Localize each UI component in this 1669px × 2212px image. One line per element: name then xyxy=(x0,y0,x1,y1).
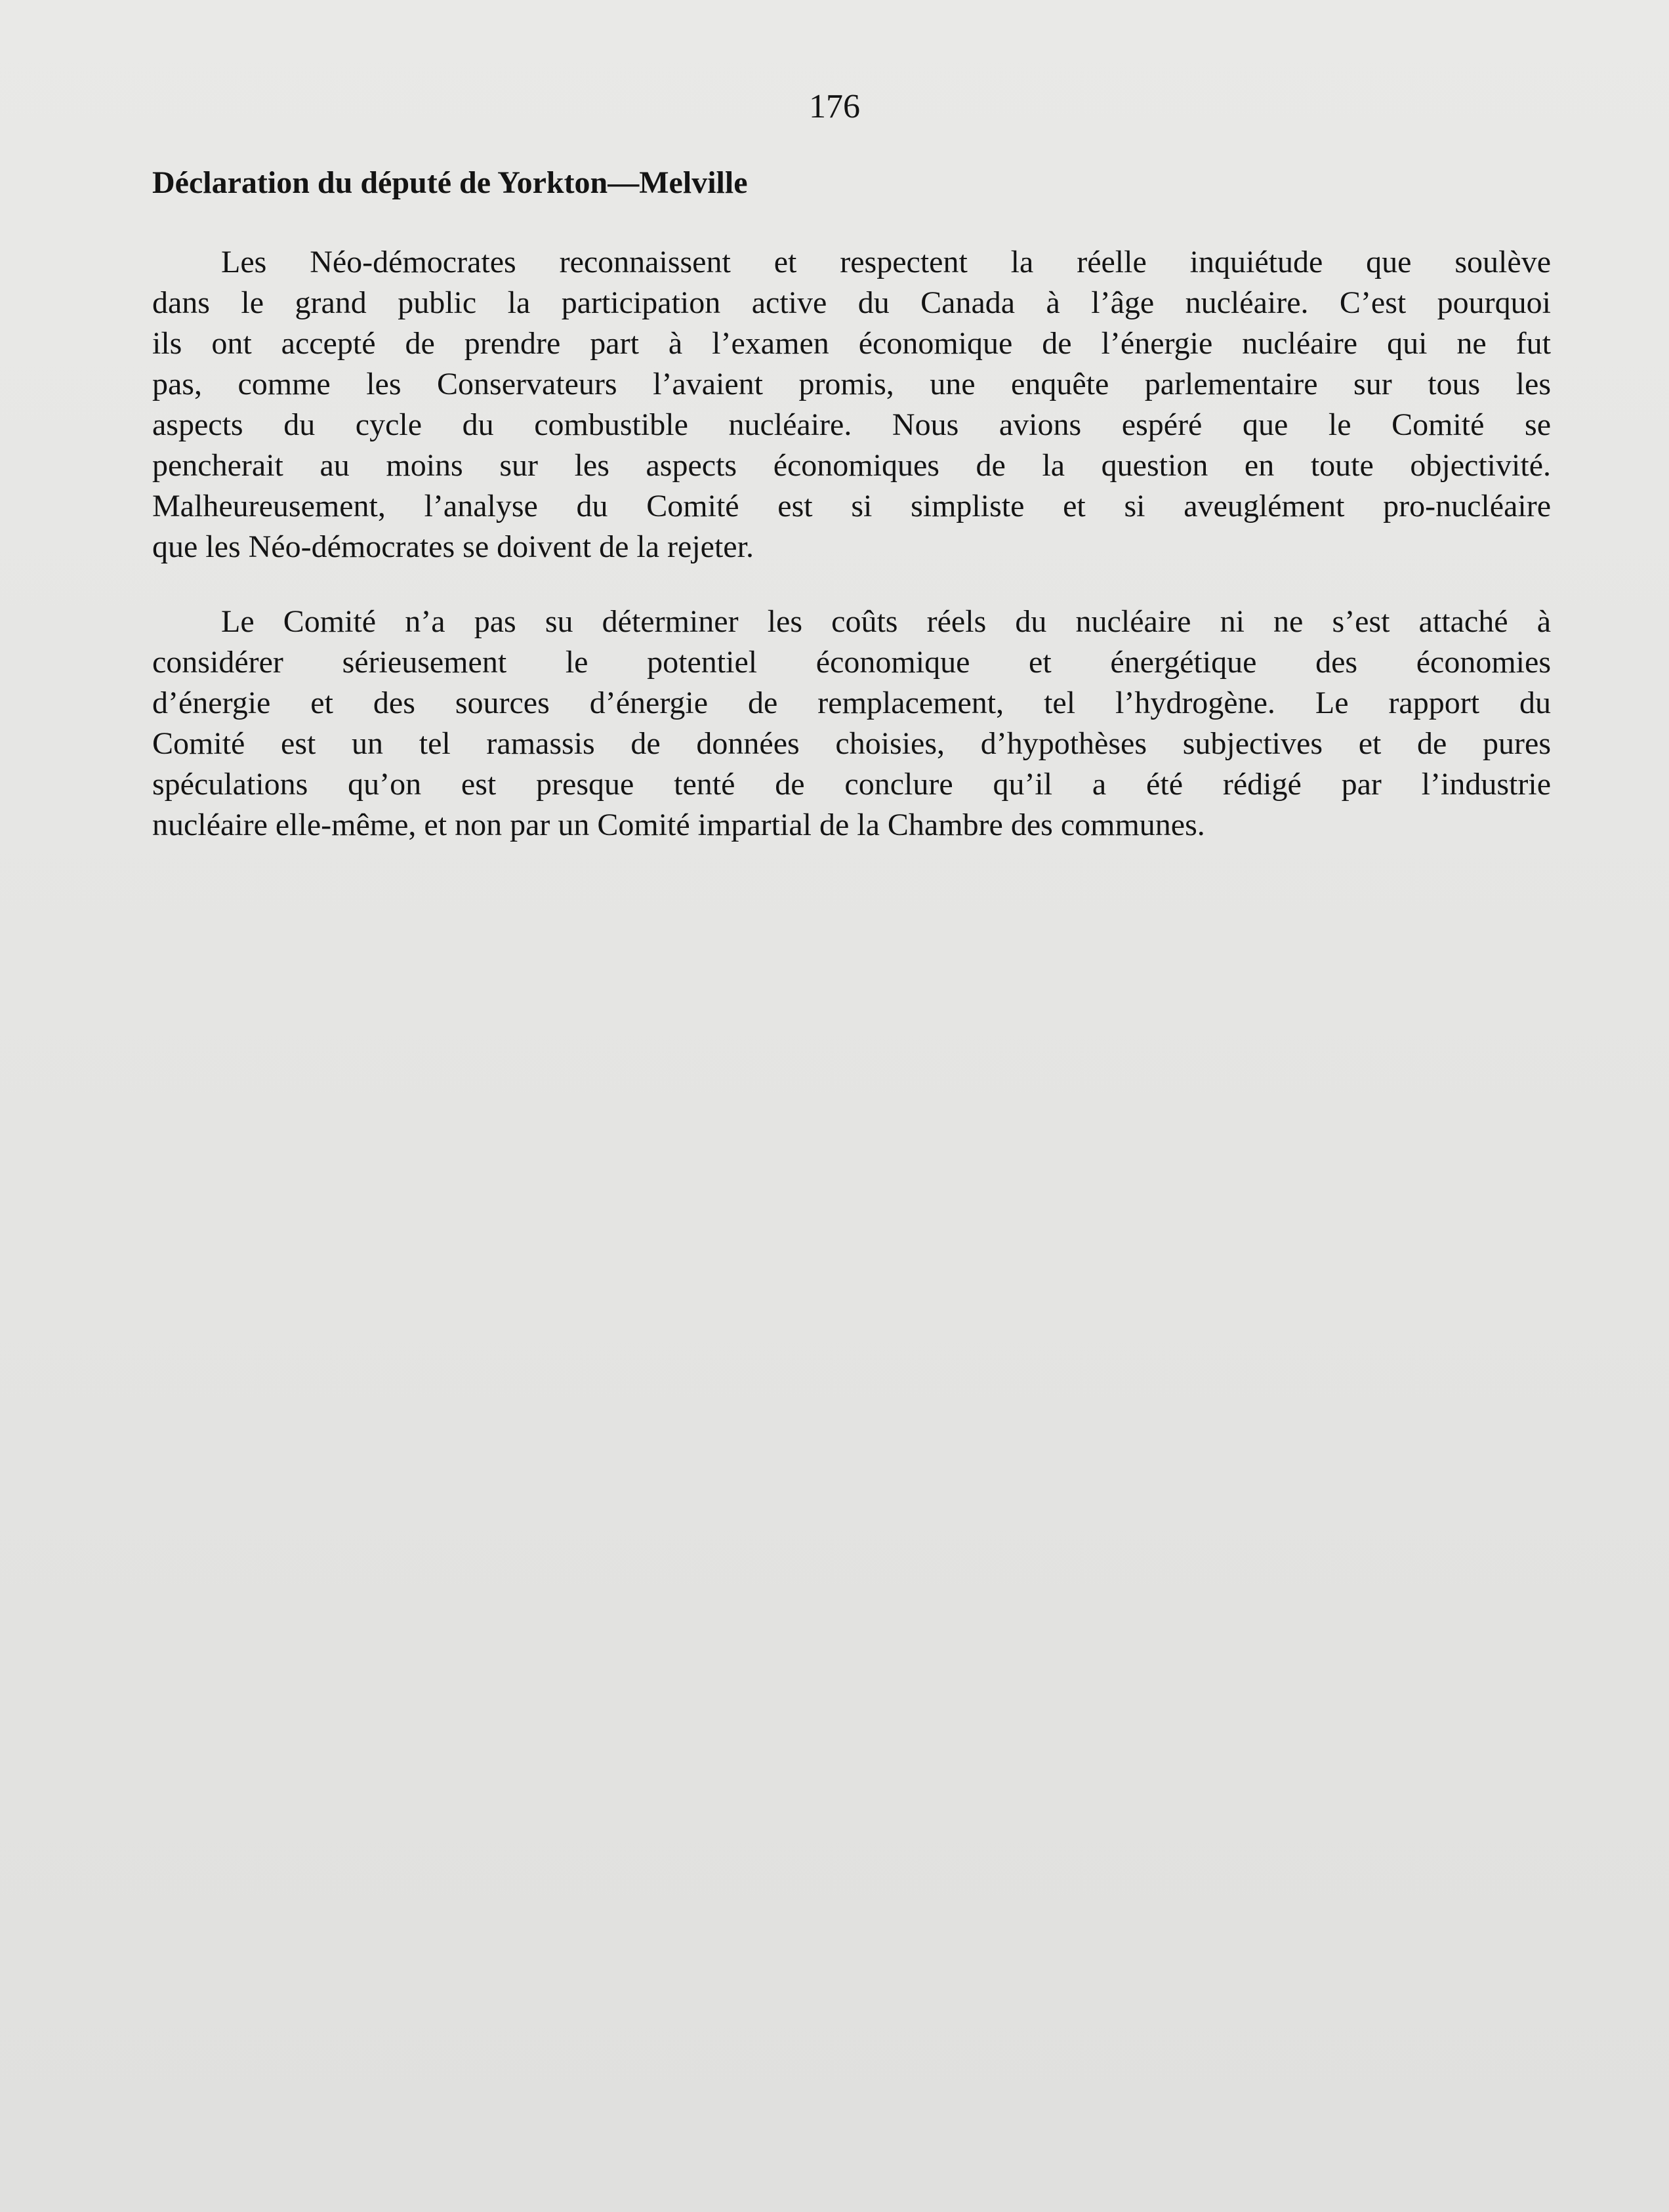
page-number: 176 xyxy=(809,88,860,125)
page-title: Déclaration du député de Yorkton—Melville xyxy=(152,165,748,200)
text-line: que les Néo-démocrates se doivent de la rejeter. xyxy=(152,529,754,564)
text-line: Malheureusement, l’analyse du Comité est si simpliste et si aveuglément pro-nucléaire xyxy=(152,489,1551,523)
text-line: Les Néo-démocrates reconnaissent et respectent la réelle inquiétude que soulève xyxy=(221,245,1551,279)
text-line: spéculations qu’on est presque tenté de conclure qu’il a été rédigé par l’industrie xyxy=(152,767,1551,802)
text-line: Le Comité n’a pas su déterminer les coûts réels du nucléaire ni ne s’est attaché à xyxy=(221,604,1551,639)
text-line: nucléaire elle-même, et non par un Comité impartial de la Chambre des communes. xyxy=(152,808,1205,842)
text-line: d’énergie et des sources d’énergie de remplacement, tel l’hydrogène. Le rapport du xyxy=(152,686,1551,720)
text-line: Comité est un tel ramassis de données choisies, d’hypothèses subjectives et de pures xyxy=(152,726,1551,761)
text-line: aspects du cycle du combustible nucléaire. Nous avions espéré que le Comité se xyxy=(152,407,1551,442)
text-line: pas, comme les Conservateurs l’avaient promis, une enquête parlementaire sur tous les xyxy=(152,367,1551,401)
paragraph-2 xyxy=(152,602,1551,846)
text-line: ils ont accepté de prendre part à l’examen économique de l’énergie nucléaire qui ne fut xyxy=(152,326,1551,361)
text-line: pencherait au moins sur les aspects économiques de la question en toute objectivité. xyxy=(152,448,1551,483)
text-line: considérer sérieusement le potentiel économique et énergétique des économies xyxy=(152,645,1551,680)
text-line: dans le grand public la participation active du Canada à l’âge nucléaire. C’est pourquoi xyxy=(152,285,1551,320)
paragraph-1 xyxy=(152,242,1551,567)
